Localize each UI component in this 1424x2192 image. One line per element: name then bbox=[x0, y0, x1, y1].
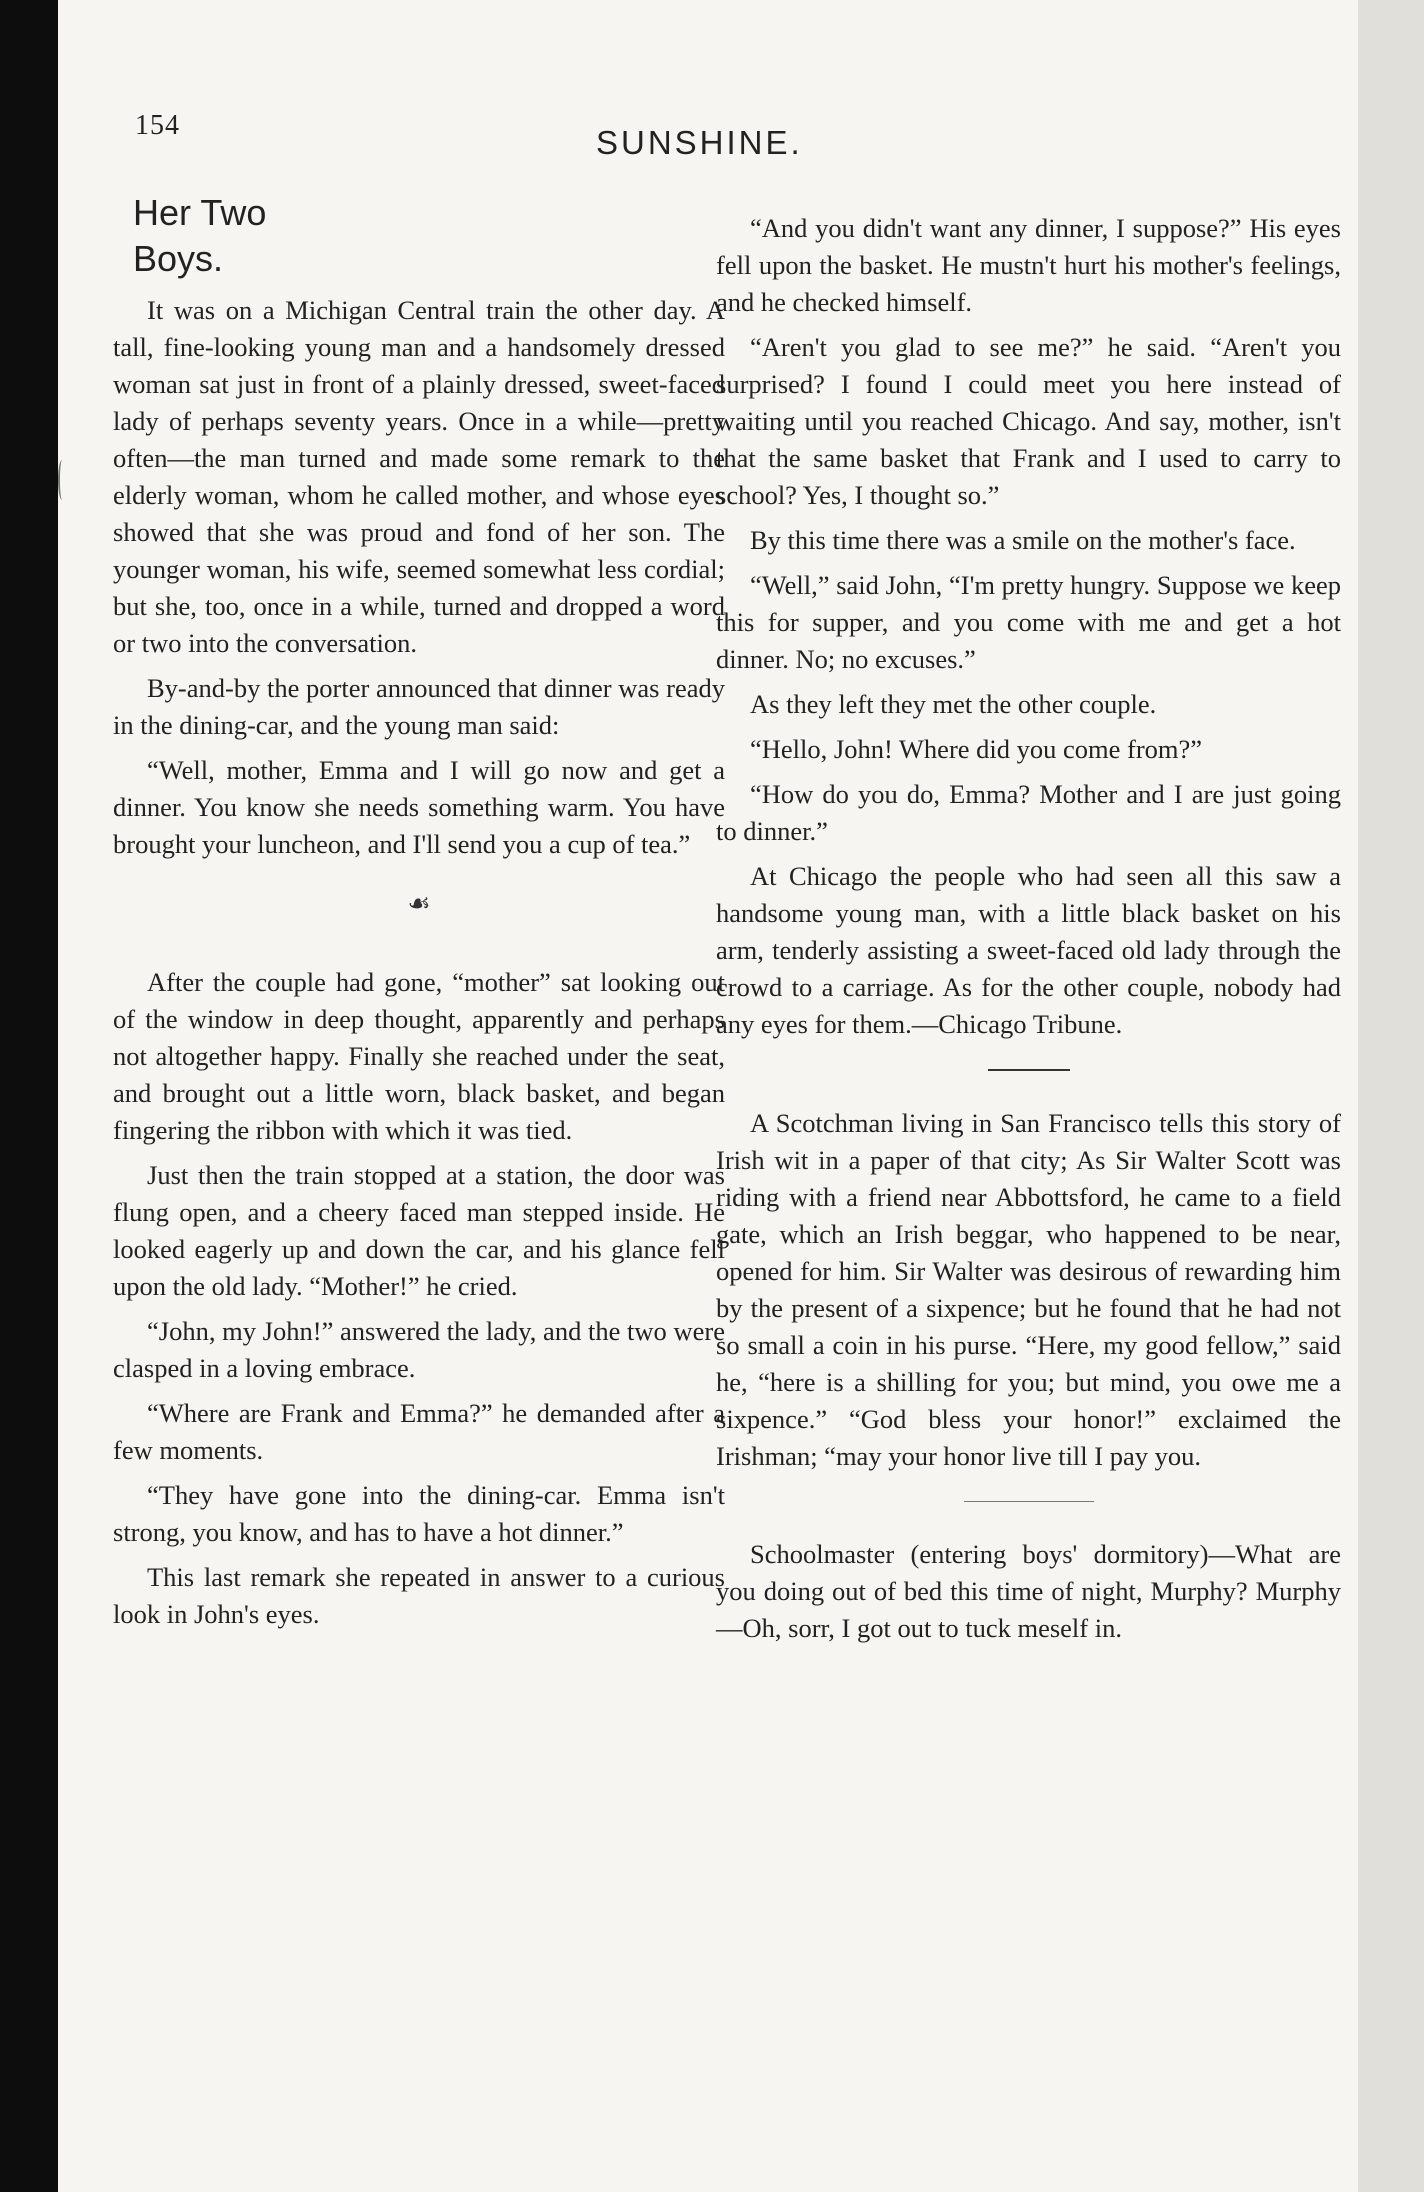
paragraph: “John, my John!” answered the lady, and the two were clasped in a loving embrace. bbox=[113, 1316, 725, 1383]
section-divider bbox=[988, 1069, 1070, 1071]
paragraph: By-and-by the porter announced that dinner was ready in the dining-car, and the young man said: bbox=[113, 673, 725, 740]
paragraph: This last remark she repeated in answer to a curious look in John's eyes. bbox=[113, 1562, 725, 1629]
section-ornament: ☙ bbox=[407, 889, 431, 918]
paragraph: “Well,” said John, “I'm pretty hungry. Suppose we keep this for supper, and you come with me and get a hot dinner. No; no excuses.” bbox=[716, 570, 1341, 674]
paragraph: “Where are Frank and Emma?” he demanded after a few moments. bbox=[113, 1398, 725, 1465]
paragraph: “Well, mother, Emma and I will go now and get a dinner. You know she needs something warm. You have brought your luncheon, and I'll send you a cup of tea.” bbox=[113, 755, 725, 859]
running-head: SUNSHINE. bbox=[596, 124, 803, 161]
paragraph: Just then the train stopped at a station, the door was flung open, and a cheery faced man stepped inside. He looked eagerly up and down the car, and his glance fell upon the old lady. “Mother!” he cried. bbox=[113, 1160, 725, 1301]
article-title bbox=[133, 190, 725, 282]
paragraph: “And you didn't want any dinner, I suppose?” His eyes fell upon the basket. He mustn't hurt his mother's feelings, and he checked himself. bbox=[716, 213, 1341, 317]
article-title-line: Boys. bbox=[133, 238, 224, 279]
article-title-line: Her Two bbox=[133, 192, 267, 233]
page-edge-mark bbox=[58, 460, 66, 500]
book-page bbox=[58, 0, 1358, 2192]
paragraph: “They have gone into the dining-car. Emma isn't strong, you know, and has to have a hot dinner.” bbox=[113, 1480, 725, 1547]
anecdote-paragraph: A Scotchman living in San Francisco tells this story of Irish wit in a paper of that city; As Sir Walter Scott was riding with a friend near Abbottsford, he came to a field gate, which an Irish beggar, who happened to be near, opened for him. Sir Walter was desirous of rewarding him by the present of a sixpence; but he found that he had not so small a coin in his purse. “Here, my good fellow,” said he, “here is a shilling for you; but mind, you owe me a sixpence.” “God bless your honor!” exclaimed the Irishman; “may your honor live till I pay you. bbox=[716, 1108, 1341, 1471]
paragraph: It was on a Michigan Central train the other day. A tall, fine-looking young man and a handsomely dressed woman sat just in front of a plainly dressed, sweet-faced lady of perhaps seventy years. Once in a while—pretty often—the man turned and made some remark to the elderly woman, whom he called mother, and whose eyes showed that she was proud and fond of her son. The younger woman, his wife, seemed somewhat less cordial; but she, too, once in a while, turned and dropped a word or two into the conversation. bbox=[113, 295, 725, 658]
paragraph: After the couple had gone, “mother” sat looking out of the window in deep thought, apparently and perhaps not altogether happy. Finally she reached under the seat, and brought out a little worn, black basket, and began fingering the ribbon with which it was tied. bbox=[113, 967, 725, 1145]
paragraph: By this time there was a smile on the mother's face. bbox=[750, 525, 1296, 555]
paragraph: “Hello, John! Where did you come from?” bbox=[750, 734, 1203, 764]
left-column bbox=[113, 190, 725, 1641]
section-divider bbox=[964, 1501, 1094, 1502]
adjacent-page-edge bbox=[1358, 0, 1424, 2192]
paragraph: At Chicago the people who had seen all this saw a handsome young man, with a little black basket on his arm, tenderly assisting a sweet-faced old lady through the crowd to a carriage. As for the other couple, nobody had any eyes for them.—Chicago Tribune. bbox=[716, 861, 1341, 1039]
right-column bbox=[716, 210, 1341, 1655]
paragraph: “Aren't you glad to see me?” he said. “Aren't you surprised? I found I could meet you here instead of waiting until you reached Chicago. And say, mother, isn't that the same basket that Frank and I used to carry to school? Yes, I thought so.” bbox=[716, 332, 1341, 510]
page-number: 154 bbox=[135, 110, 180, 141]
anecdote-paragraph: Schoolmaster (entering boys' dormitory)—What are you doing out of bed this time of night, Murphy? Murphy—Oh, sorr, I got out to tuck meself in. bbox=[716, 1539, 1341, 1643]
paragraph: As they left they met the other couple. bbox=[750, 689, 1157, 719]
paragraph: “How do you do, Emma? Mother and I are just going to dinner.” bbox=[716, 779, 1341, 846]
